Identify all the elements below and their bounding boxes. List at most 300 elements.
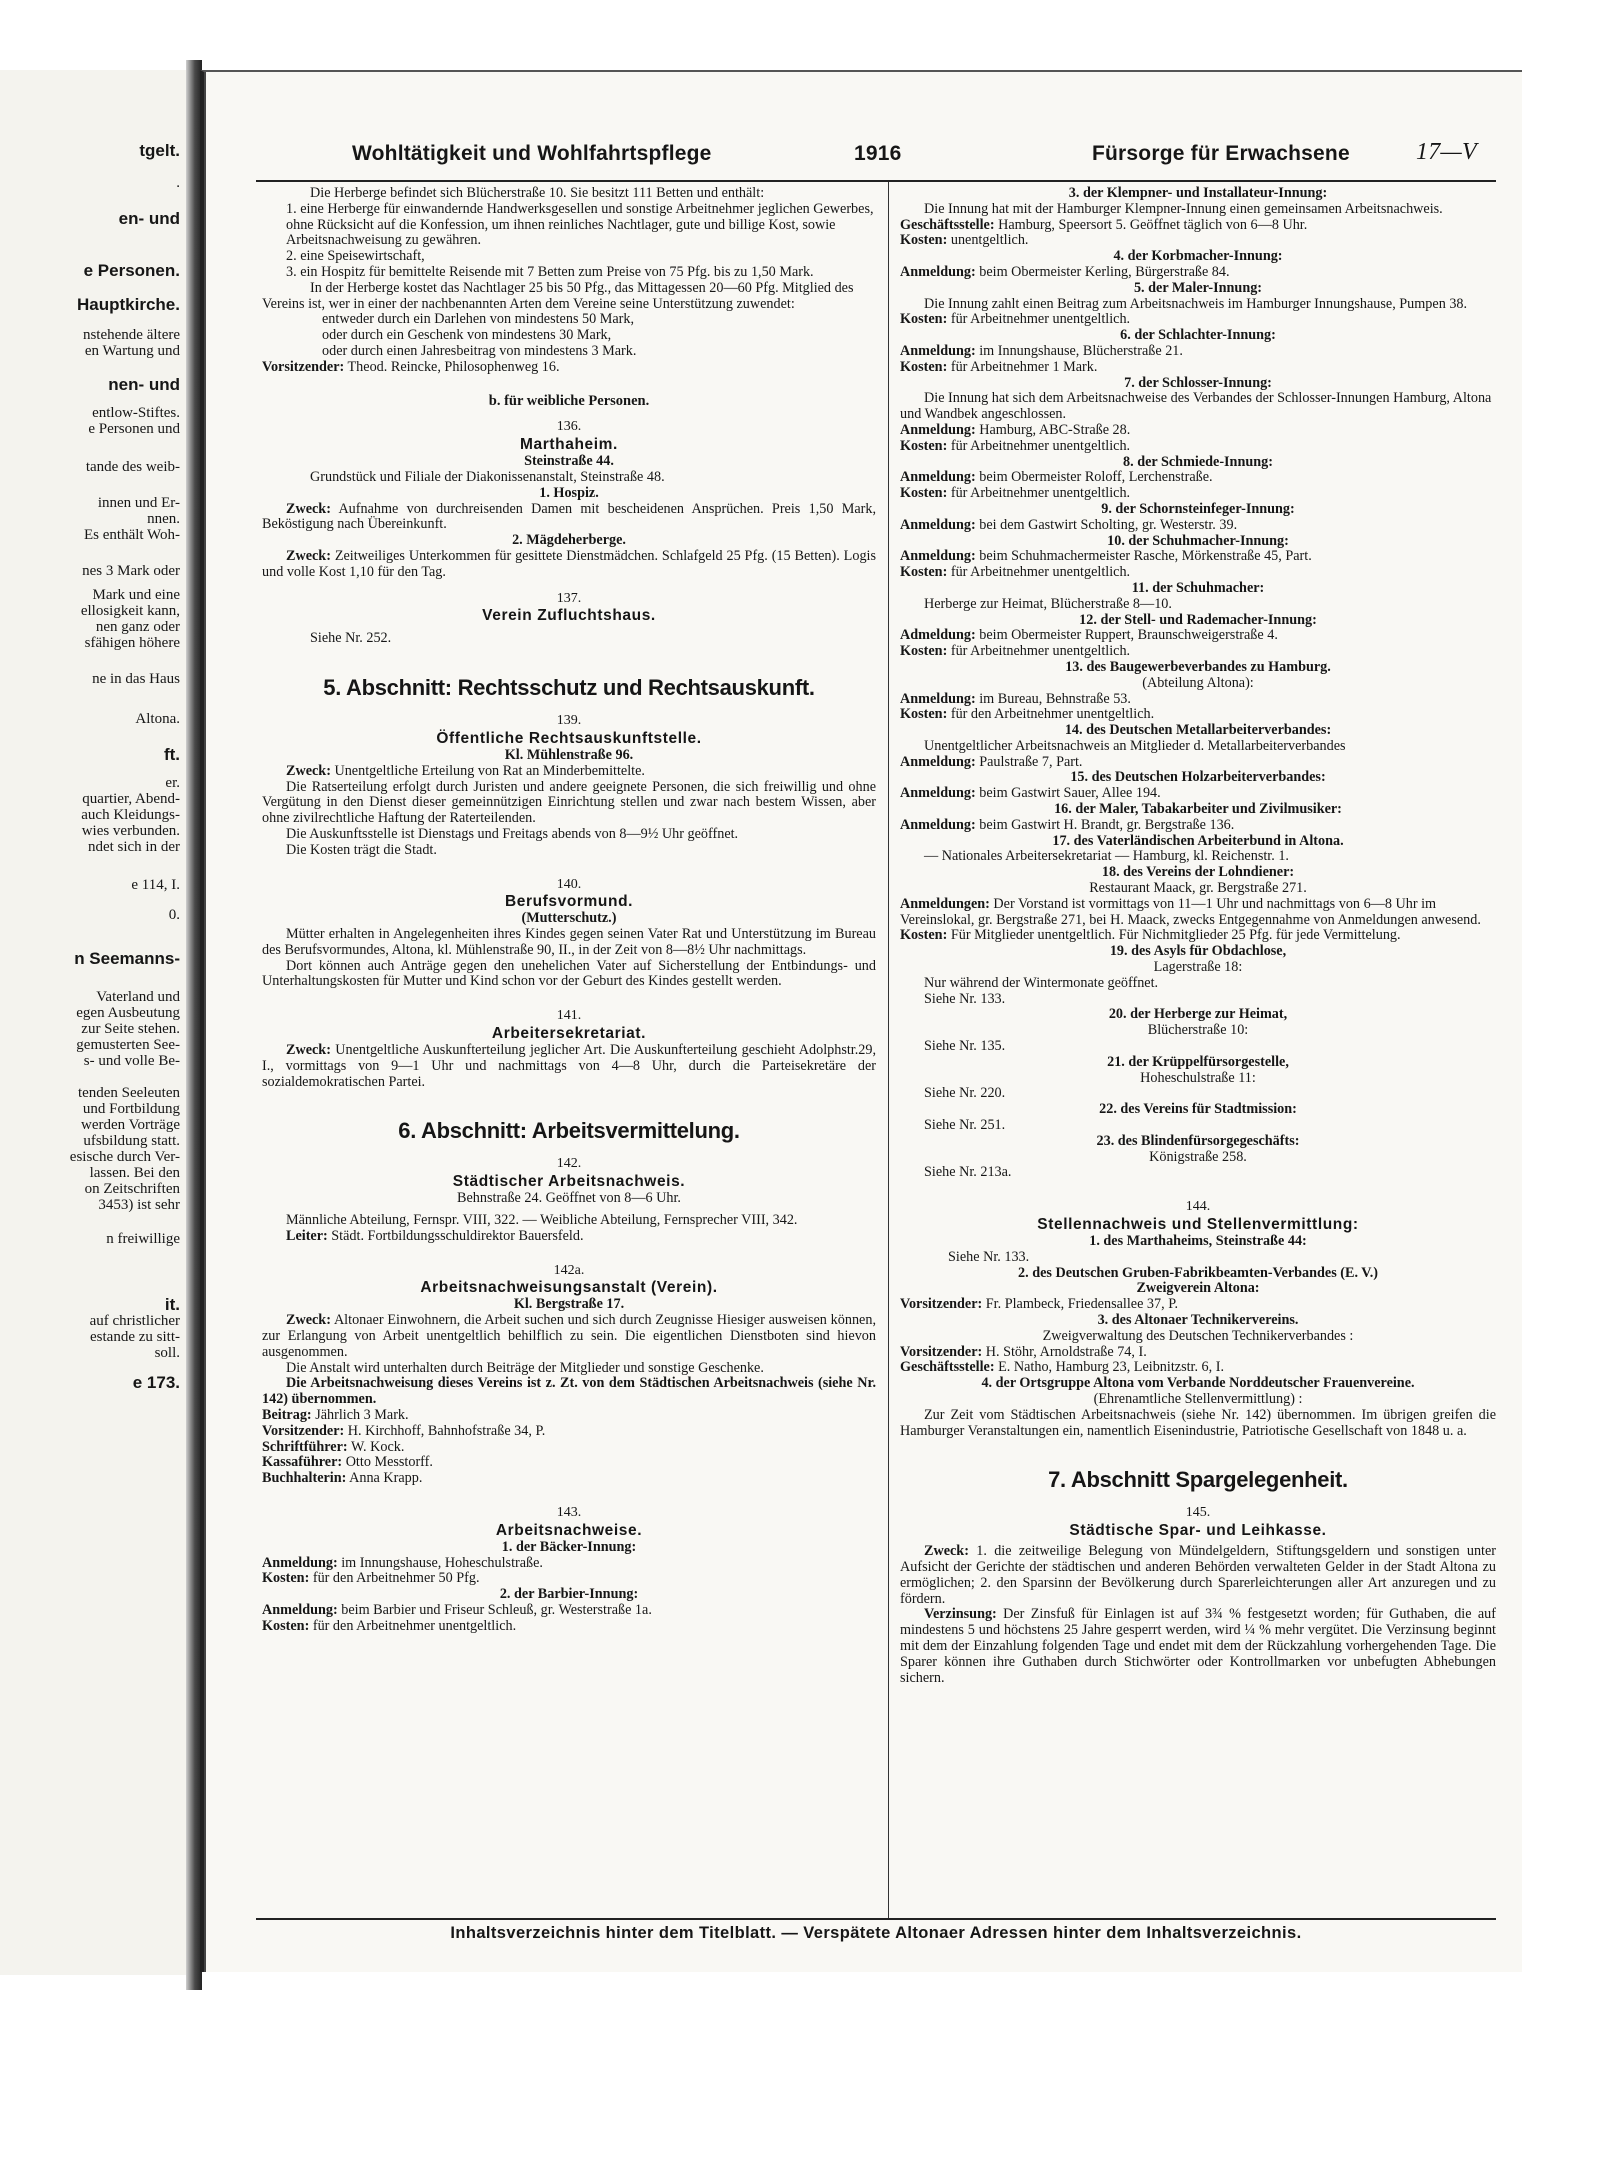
- entry-136-zweck1-text: Aufnahme von durchreisenden Damen mit bescheidenen Ansprüchen. Preis 1,50 Mark, Beköstigung nach Übereinkunft.: [262, 500, 876, 533]
- arbeitsnachweis-subheading: Blücherstraße 10:: [1147, 1022, 1249, 1039]
- arbeitsnachweis-line: [900, 1118, 1496, 1134]
- entry-142-number: 142.: [556, 1156, 582, 1172]
- line-value: bei dem Gastwirt Scholting, gr. Westerstr. 39.: [979, 516, 1238, 533]
- arbeitsnachweis-line: [900, 897, 1496, 929]
- header-year: 1916: [854, 142, 902, 165]
- vorsitzender-value: Theod. Reincke, Philosophenweg 16.: [347, 358, 560, 375]
- previous-page-fragment: wies verbunden.: [81, 823, 180, 839]
- zweck-label: Zweck:: [286, 762, 331, 779]
- line-value: Siehe Nr. 133.: [924, 990, 1006, 1007]
- entry-142a-field: [262, 1408, 876, 1424]
- line-label: Admeldung:: [900, 627, 976, 644]
- entry-142a-field: [262, 1471, 876, 1487]
- arbeitsnachweis-heading: 7. der Schlosser-Innung:: [1124, 374, 1272, 391]
- right-column: [900, 186, 1496, 1686]
- line-label: Anmeldung:: [900, 548, 976, 565]
- arbeitsnachweis-line: [900, 707, 1496, 723]
- previous-page-fragment: Mark und eine: [92, 587, 180, 603]
- entry-142a-zweck: [262, 1313, 876, 1360]
- entry-144-s3-sub: Zweigverwaltung des Deutschen Technikerverbandes :: [1042, 1327, 1354, 1344]
- entry-145-zweck-text: 1. die zeitweilige Belegung von Mündelgeldern, Stiftungsgeldern und sonstigen unter Aufsicht der Gerichte der städtischen und anderen Behörden verwalteten Gelder in der Stadt Altona zu ermöglichen; 2. den Sparsinn der Bevölkerung durch Sparerleichterungen aller Art anzuregen und zu fördern.: [900, 1543, 1497, 1607]
- herberge-prices: In der Herberge kostet das Nachtlager 25 bis 50 Pfg., das Mittagessen 20—60 Pfg. Mitglied des Vereins ist, wer in einer der nachbenannten Arten dem Vereine seine Unterstützung zuwendet:: [262, 279, 854, 312]
- arbeitsnachweis-heading: 14. des Deutschen Metallarbeiterverbandes:: [1064, 722, 1332, 739]
- previous-page-fragment: tgelt.: [139, 142, 180, 160]
- entry-136-number: 136.: [556, 419, 582, 435]
- field-value: Anna Krapp.: [349, 1470, 423, 1487]
- entry-143-title: Arbeitsnachweise.: [495, 1521, 643, 1539]
- line-label: Geschäftsstelle:: [900, 216, 995, 233]
- previous-page-fragment: entlow-Stiftes.: [92, 405, 180, 421]
- line-value: beim Gastwirt H. Brandt, gr. Bergstraße 136.: [979, 816, 1235, 833]
- entry-142-leiter: [262, 1229, 876, 1245]
- entry-141-title: Arbeitersekretariat.: [491, 1025, 647, 1043]
- entry-145-verzinsung: [900, 1607, 1496, 1686]
- vorsitzender-label: Vorsitzender:: [262, 358, 345, 375]
- arbeitsnachweis-subheading: Restaurant Maack, gr. Bergstraße 271.: [1089, 880, 1307, 897]
- line-label: Kosten:: [900, 311, 948, 328]
- zweck-label: Zweck:: [286, 1042, 331, 1059]
- entry-142a-p2: Die Arbeitsnachweisung dieses Vereins ist z. Zt. von dem Städtischen Arbeitsnachweis (siehe Nr. 142) übernommen.: [262, 1375, 876, 1408]
- entry-136-description: Grundstück und Filiale der Diakonissenanstalt, Steinstraße 48.: [310, 468, 665, 485]
- previous-page-fragment: und Fortbildung: [82, 1101, 180, 1117]
- field-label: Vorsitzender:: [262, 1422, 345, 1439]
- line-value: für Arbeitnehmer unentgeltlich.: [950, 564, 1131, 581]
- running-header: [352, 139, 1512, 182]
- field-label: Kassaführer:: [262, 1454, 343, 1471]
- entry-144-s2-sub: Zweigverein Altona:: [1136, 1280, 1260, 1297]
- entry-142a-fields: [262, 1408, 876, 1487]
- arbeitsnachweis-line: [900, 1039, 1496, 1055]
- arbeitsnachweis-line: [900, 297, 1496, 313]
- entry-142-address: Behnstraße 24. Geöffnet von 8—6 Uhr.: [457, 1190, 681, 1207]
- entry-136-address: Steinstraße 44.: [524, 453, 614, 470]
- entry-144-s4-title: 4. der Ortsgruppe Altona vom Verbande Norddeutscher Frauenvereine.: [981, 1375, 1415, 1392]
- previous-page-fragment: estande zu sitt-: [90, 1329, 180, 1345]
- line-value: im Innungshause, Blücherstraße 21.: [979, 342, 1183, 359]
- line-value: beim Obermeister Roloff, Lerchenstraße.: [979, 469, 1213, 486]
- entry-137-title: Verein Zufluchtshaus.: [482, 607, 656, 625]
- line-value: unentgeltlich.: [950, 232, 1029, 249]
- arbeitsnachweis-line: [900, 739, 1496, 755]
- previous-page-fragment: en Wartung und: [84, 343, 180, 359]
- arbeitsnachweis-line: [900, 786, 1496, 802]
- section-5-title: 5. Abschnitt: Rechtsschutz und Rechtsauskunft.: [323, 675, 815, 701]
- herberge-item: 3. ein Hospitz für bemittelte Reisende mit 7 Betten zum Preise von 75 Pfg. bis zu 1,50 Mark.: [286, 263, 814, 280]
- entry-142a-address: Kl. Bergstraße 17.: [513, 1296, 625, 1313]
- arbeitsnachweis-heading: 20. der Herberge zur Heimat,: [1108, 1006, 1288, 1023]
- entry-136-zweck2: [262, 549, 876, 581]
- anmeldung-label: Anmeldung:: [262, 1554, 338, 1571]
- previous-page-fragment: ft.: [163, 746, 180, 764]
- line-value: Der Vorstand ist vormittags von 11—1 Uhr und nachmittags von 6—8 Uhr im Vereinslokal, gr. Bergstraße 271, bei H. Maack, zwecks Entgegennahme von Anmeldungen anwesend.: [900, 895, 1481, 928]
- zweck-label: Zweck:: [286, 500, 331, 517]
- arbeitsnachweis-subheading: (Abteilung Altona):: [1142, 674, 1254, 691]
- previous-page-fragment: quartier, Abend-: [82, 791, 180, 807]
- entry-136-maegdeherberge: 2. Mägdeherberge.: [512, 532, 626, 549]
- arbeitsnachweis-line: [900, 755, 1496, 771]
- zweck-label: Zweck:: [286, 1312, 331, 1329]
- line-value: Nur während der Wintermonate geöffnet.: [924, 974, 1159, 991]
- zweck-label: Zweck:: [924, 1543, 969, 1560]
- entry-139-zweck-text: Unentgeltliche Erteilung von Rat an Minderbemittelte.: [334, 762, 645, 779]
- entry-140-number: 140.: [556, 876, 582, 892]
- left-column: [262, 186, 876, 1635]
- entry-136-hospiz: 1. Hospiz.: [539, 484, 599, 501]
- arbeitsnachweis-heading: 5. der Maler-Innung:: [1133, 279, 1263, 296]
- line-label: Kosten:: [900, 358, 948, 375]
- herberge-items: [262, 202, 876, 281]
- previous-page-fragment: lassen. Bei den: [89, 1165, 180, 1181]
- entry-145-zweck: [900, 1544, 1496, 1607]
- entry-139-p1: Die Ratserteilung erfolgt durch Juristen und andere geeignete Personen, die sich freiwillig und ohne Vergütung in den Dienst dieser gemeinnützigen Einrichtung stellen und zwar nach bestem Wissen, aber ohne zivilrechtliche Haftung der Raterteilenden.: [262, 778, 876, 827]
- line-label: Kosten:: [900, 485, 948, 502]
- line-label: Anmeldung:: [900, 421, 976, 438]
- line-value: für Arbeitnehmer 1 Mark.: [950, 358, 1098, 375]
- previous-page-fragment: e 173.: [132, 1374, 180, 1392]
- entry-144-title: Stellennachweis und Stellenvermittlung:: [1037, 1216, 1359, 1233]
- herberge-ways: [262, 312, 876, 359]
- arbeitsnachweis-heading: 3. der Klempner- und Installateur-Innung:: [1068, 185, 1328, 201]
- line-label: Anmeldungen:: [900, 895, 990, 912]
- line-label: Kosten:: [900, 564, 948, 581]
- line-value: Herberge zur Heimat, Blücherstraße 8—10.: [924, 595, 1172, 612]
- arbeitsnachweis-heading: 19. des Asyls für Obdachlose,: [1109, 943, 1287, 960]
- arbeitsnachweis-line: [900, 265, 1496, 281]
- entry-143-s1-kosten: [262, 1571, 876, 1587]
- arbeitsnachweis-line: [900, 976, 1496, 992]
- previous-page-fragment: .: [176, 175, 180, 191]
- previous-page-fragment: it.: [164, 1296, 180, 1314]
- entry-142a-field: [262, 1455, 876, 1471]
- column-separator: [888, 182, 889, 1918]
- entry-144-s1-text: Siehe Nr. 133.: [948, 1248, 1030, 1265]
- line-value: Siehe Nr. 135.: [924, 1038, 1006, 1055]
- entry-144-s3-vorsitzender-text: H. Stöhr, Arnoldstraße 74, I.: [985, 1343, 1147, 1360]
- subsection-b-title: b. für weibliche Personen.: [488, 392, 650, 409]
- entry-143-s1-anmeldung: [262, 1556, 876, 1572]
- previous-page-fragment: n freiwillige: [106, 1231, 180, 1247]
- line-value: für Arbeitnehmer unentgeltlich.: [950, 437, 1131, 454]
- entry-143-s2-anmeldung-text: beim Barbier und Friseur Schleuß, gr. Westerstraße 1a.: [341, 1602, 652, 1618]
- zweck-label: Zweck:: [286, 547, 331, 564]
- arbeitsnachweis-line: [900, 928, 1496, 944]
- line-label: Anmeldung:: [900, 785, 976, 802]
- entry-136-zweck2-text: Zeitweiliges Unterkommen für gesittete Dienstmädchen. Schlafgeld 25 Pfg. (15 Betten). Logis und volle Kost 1,10 für den Tag.: [262, 547, 877, 580]
- entry-142-leiter-text: Städt. Fortbildungsschuldirektor Bauersfeld.: [331, 1227, 584, 1244]
- entry-143-number: 143.: [556, 1505, 582, 1521]
- previous-page-fragment: Altona.: [135, 711, 180, 727]
- herberge-way: oder durch ein Geschenk von mindestens 30 Mark,: [322, 327, 612, 344]
- footer-rule: [256, 1918, 1496, 1920]
- arbeitsnachweis-line: [900, 233, 1496, 249]
- entry-143-s1-kosten-text: für den Arbeitnehmer 50 Pfg.: [312, 1570, 480, 1587]
- arbeitsnachweis-line: [900, 202, 1496, 218]
- entry-144-number: 144.: [1185, 1199, 1211, 1215]
- entry-143-s2-title: 2. der Barbier-Innung:: [499, 1586, 639, 1603]
- page-number: 17—V: [1416, 139, 1477, 165]
- line-label: Anmeldung:: [900, 753, 976, 770]
- line-label: Anmeldung:: [900, 469, 976, 486]
- previous-page-fragment: nnen.: [147, 511, 180, 527]
- previous-page-fragment: tande des weib-: [85, 459, 180, 475]
- previous-page-fragment: nen- und: [108, 376, 180, 394]
- arbeitsnachweis-line: [900, 1165, 1496, 1181]
- line-value: für Arbeitnehmer unentgeltlich.: [950, 643, 1131, 660]
- vorsitzender-label: Vorsitzender:: [900, 1296, 983, 1313]
- line-value: beim Schuhmachermeister Rasche, Mörkenstraße 45, Part.: [979, 548, 1312, 565]
- previous-page-fragment: gemusterten See-: [76, 1037, 180, 1053]
- arbeitsnachweis-heading: 23. des Blindenfürsorgegeschäfts:: [1096, 1132, 1300, 1149]
- arbeitsnachweis-line: [900, 628, 1496, 644]
- line-value: Paulstraße 7, Part.: [979, 753, 1083, 770]
- vorsitzender-label: Vorsitzender:: [900, 1343, 983, 1360]
- entry-144-s3-vorsitzender: [900, 1345, 1496, 1361]
- line-value: Hamburg, ABC-Straße 28.: [979, 421, 1131, 438]
- entry-139-p3: Die Kosten trägt die Stadt.: [286, 841, 437, 858]
- field-label: Beitrag:: [262, 1407, 312, 1424]
- verzinsung-label: Verzinsung:: [924, 1606, 997, 1623]
- entry-142a-title: Arbeitsnachweisungsanstalt (Verein).: [420, 1279, 718, 1297]
- previous-page-fragment: ndet sich in der: [87, 839, 180, 855]
- entry-145-number: 145.: [1185, 1505, 1211, 1521]
- field-value: W. Kock.: [350, 1438, 405, 1455]
- previous-page-fragment: 0.: [168, 907, 180, 923]
- entry-140-p2: Dort können auch Anträge gegen den unehelichen Vater auf Sicherstellung der Entbindungs- und Unterhaltungskosten für Mutter und Kind schon vor der Geburt des Kindes gestellt werden.: [262, 957, 876, 990]
- line-label: Kosten:: [900, 437, 948, 454]
- arbeitsnachweis-heading: 18. des Vereins der Lohndiener:: [1101, 864, 1295, 881]
- arbeitsnachweis-line: [900, 312, 1496, 328]
- previous-page-fragment: innen und Er-: [97, 495, 180, 511]
- arbeitsnachweis-line: [900, 597, 1496, 613]
- arbeitsnachweis-line: [900, 391, 1496, 423]
- kosten-label: Kosten:: [262, 1570, 310, 1587]
- header-rule: [256, 180, 1496, 182]
- previous-page-fragment: esische durch Ver-: [69, 1149, 180, 1165]
- entry-139-title: Öffentliche Rechtsauskunftstelle.: [436, 729, 702, 747]
- field-value: Otto Messtorff.: [345, 1454, 433, 1471]
- arbeitsnachweis-line: [900, 518, 1496, 534]
- line-value: beim Obermeister Ruppert, Braunschweigerstraße 4.: [979, 627, 1278, 644]
- geschaeftsstelle-label: Geschäftsstelle:: [900, 1359, 995, 1376]
- entry-144-s4-text: Zur Zeit vom Städtischen Arbeitsnachweis (siehe Nr. 142) übernommen. Im übrigen greifen die Hamburger Veranstaltungen ein, namentlich Eisenindustrie, Patriotische Gesellschaft von 1848 u. a.: [900, 1406, 1496, 1439]
- arbeitsnachweis-heading: 12. der Stell- und Rademacher-Innung:: [1079, 611, 1317, 628]
- arbeitsnachweis-line: [900, 644, 1496, 660]
- arbeitsnachweis-line: [900, 344, 1496, 360]
- arbeitsnachweis-heading: 22. des Vereins für Stadtmission:: [1099, 1101, 1297, 1118]
- arbeitsnachweis-subheading: Hoheschulstraße 11:: [1140, 1069, 1256, 1086]
- header-left-title: Wohltätigkeit und Wohlfahrtspflege: [352, 142, 712, 165]
- line-value: beim Gastwirt Sauer, Allee 194.: [979, 785, 1161, 802]
- entry-136-zweck1: [262, 502, 876, 534]
- entry-143-s2-kosten-text: für den Arbeitnehmer unentgeltlich.: [312, 1617, 517, 1634]
- previous-page-fragment: nes 3 Mark oder: [82, 563, 180, 579]
- entry-137-number: 137.: [556, 590, 582, 606]
- line-value: Die Innung zahlt einen Beitrag zum Arbeitsnachweis im Hamburger Innungshause, Pumpen 38.: [924, 295, 1468, 312]
- previous-page-fragment: nstehende ältere: [82, 327, 180, 343]
- field-value: Jährlich 3 Mark.: [315, 1407, 409, 1424]
- arbeitsnachweis-heading: 11. der Schuhmacher:: [1131, 579, 1265, 596]
- arbeitsnachweis-line: [900, 992, 1496, 1008]
- arbeitsnachweis-line: [900, 439, 1496, 455]
- arbeitsnachweis-line: [900, 818, 1496, 834]
- entry-144-s4-sub: (Ehrenamtliche Stellenvermittlung) :: [1093, 1390, 1303, 1407]
- herberge-item: 2. eine Speisewirtschaft,: [286, 248, 425, 265]
- entry-141-zweck: [262, 1043, 876, 1090]
- entry-141-zweck-text: Unentgeltliche Auskunfterteilung jeglicher Art. Die Auskunfterteilung geschieht Adolphstr.29, I., vormittags von 9—1 Uhr und nachmittags von 4—8 Uhr, durch die Parteisekretäre der sozialdemokratischen Partei.: [262, 1042, 877, 1090]
- previous-page-fragment: tenden Seeleuten: [77, 1085, 180, 1101]
- previous-page-fragment: e Personen.: [83, 262, 180, 280]
- line-label: Anmeldung:: [900, 516, 976, 533]
- previous-page-fragment: auf christlicher: [89, 1313, 180, 1329]
- entry-140-p1: Mütter erhalten in Angelegenheiten ihres Kindes gegen seinen Vater Rat und Unterstützung im Bureau des Berufsvormundes, Altona, kl. Mühlenstraße 90, II., in der Zeit von 8—8½ Uhr nachmittags.: [262, 926, 876, 958]
- previous-page-fragment: soll.: [154, 1345, 180, 1361]
- previous-page-fragment: Es enthält Woh-: [84, 527, 180, 543]
- field-label: Schriftführer:: [262, 1438, 348, 1455]
- entry-144-s3-geschaeftsstelle-text: E. Natho, Hamburg 23, Leibnitzstr. 6, I.: [998, 1359, 1225, 1376]
- previous-page-fragment: Hauptkirche.: [77, 296, 180, 314]
- arbeitsnachweis-heading: 10. der Schuhmacher-Innung:: [1107, 532, 1289, 549]
- entry-139-p2: Die Auskunftsstelle ist Dienstags und Freitags abends von 8—9½ Uhr geöffnet.: [286, 825, 739, 842]
- entry-141-number: 141.: [556, 1008, 582, 1024]
- anmeldung-label: Anmeldung:: [262, 1602, 338, 1618]
- herberge-way: entweder durch ein Darlehen von mindestens 50 Mark,: [322, 311, 635, 328]
- entry-143-s1-anmeldung-text: im Innungshause, Hoheschulstraße.: [341, 1554, 543, 1571]
- line-label: Kosten:: [900, 643, 948, 660]
- section-7-title: 7. Abschnitt Spargelegenheit.: [1048, 1467, 1348, 1493]
- arbeitsnachweis-line: [900, 218, 1496, 234]
- entry-143-s2-anmeldung: [262, 1603, 876, 1619]
- entry-142-title: Städtischer Arbeitsnachweis.: [452, 1173, 686, 1191]
- arbeitsnachweis-line: [900, 360, 1496, 376]
- line-label: Kosten:: [900, 706, 948, 723]
- arbeitsnachweis-heading: 16. der Maler, Tabakarbeiter und Zivilmusiker:: [1054, 801, 1342, 818]
- arbeitsnachweis-heading: 13. des Baugewerbeverbandes zu Hamburg.: [1065, 658, 1331, 675]
- previous-page-fragment: er.: [165, 775, 180, 791]
- arbeitsnachweis-line: [900, 1086, 1496, 1102]
- arbeitsnachweis-heading: 8. der Schmiede-Innung:: [1123, 453, 1273, 470]
- line-value: für den Arbeitnehmer unentgeltlich.: [950, 706, 1155, 723]
- entry-137-text: Siehe Nr. 252.: [310, 630, 392, 647]
- arbeitsnachweis-heading: 15. des Deutschen Holzarbeiterverbandes:: [1070, 769, 1326, 786]
- entry-140-subtitle: (Mutterschutz.): [521, 910, 617, 927]
- previous-page-fragment: on Zeitschriften: [84, 1181, 180, 1197]
- leiter-label: Leiter:: [286, 1227, 328, 1244]
- line-value: Hamburg, Speersort 5. Geöffnet täglich von 6—8 Uhr.: [998, 216, 1308, 233]
- previous-page-fragment: s- und volle Be-: [83, 1053, 180, 1069]
- field-label: Buchhalterin:: [262, 1470, 347, 1487]
- line-value: für Arbeitnehmer unentgeltlich.: [950, 485, 1131, 502]
- arbeitsnachweis-line: [900, 549, 1496, 565]
- arbeitsnachweis-line: [900, 692, 1496, 708]
- line-label: Kosten:: [900, 232, 948, 249]
- entry-144-s2-title: 2. des Deutschen Gruben-Fabrikbeamten-Verbandes (E. V.): [1018, 1264, 1378, 1281]
- previous-page-strip: [0, 70, 188, 1975]
- entry-142a-number: 142a.: [553, 1262, 585, 1278]
- arbeitsnachweis-line: [900, 849, 1496, 865]
- line-value: Siehe Nr. 220.: [924, 1085, 1006, 1102]
- entry-143-s2-kosten: [262, 1619, 876, 1635]
- arbeitsnachweis-heading: 6. der Schlachter-Innung:: [1120, 327, 1276, 344]
- entry-142a-zweck-text: Altonaer Einwohnern, die Arbeit suchen und sich durch Zeugnisse Hiesiger ausweisen können, zur Erlangung von Arbeit unentgeltlich behilflich zu sein. Die eigentlichen Dienstboten sind hievon ausgenommen.: [262, 1312, 876, 1360]
- entry-142-p1: Männliche Abteilung, Fernspr. VIII, 322. — Weibliche Abteilung, Fernsprecher VIII, 342.: [286, 1212, 798, 1229]
- entry-143-s1-title: 1. der Bäcker-Innung:: [501, 1538, 637, 1555]
- previous-page-fragment: 3453) ist sehr: [98, 1197, 180, 1213]
- header-right-title: Fürsorge für Erwachsene: [1092, 142, 1350, 165]
- arbeitsnachweis-heading: 17. des Vaterländischen Arbeiterbund in Altona.: [1052, 832, 1344, 849]
- entry-140-title: Berufsvormund.: [504, 893, 634, 911]
- entry-139-zweck: [262, 764, 876, 780]
- entry-144-s2-vorsitzender: [900, 1297, 1496, 1313]
- entry-139-number: 139.: [556, 713, 582, 729]
- arbeitsnachweise-list: [900, 186, 1496, 1181]
- line-label: Anmeldung:: [900, 342, 976, 359]
- arbeitsnachweis-line: [900, 470, 1496, 486]
- arbeitsnachweis-line: [900, 565, 1496, 581]
- herberge-item: 1. eine Herberge für einwandernde Handwerksgesellen und sonstige Arbeitnehmer jeglichen Gewerbes, ohne Rücksicht auf die Konfession, um ihnen reinliches Nachtlager, gute und billige Kost, sowie Arbeitsnachweisung zu gewähren.: [286, 200, 874, 249]
- entry-139-address: Kl. Mühlenstraße 96.: [504, 746, 634, 763]
- vorsitzender-line: [262, 360, 876, 376]
- entry-144-s3-title: 3. des Altonaer Technikervereins.: [1097, 1311, 1299, 1328]
- line-value: im Bureau, Behnstraße 53.: [979, 690, 1131, 707]
- entry-144-s1-title: 1. des Marthaheims, Steinstraße 44:: [1089, 1233, 1307, 1249]
- previous-page-fragment: nen ganz oder: [95, 619, 180, 635]
- entry-145-title: Städtische Spar- und Leihkasse.: [1069, 1522, 1327, 1540]
- entry-144-s3-geschaeftsstelle: [900, 1360, 1496, 1376]
- line-label: Anmeldung:: [900, 263, 976, 280]
- section-6-title: 6. Abschnitt: Arbeitsvermittelung.: [398, 1118, 740, 1144]
- arbeitsnachweis-subheading: Königstraße 258.: [1149, 1148, 1247, 1165]
- line-value: Unentgeltlicher Arbeitsnachweis an Mitglieder d. Metallarbeiterverbandes: [924, 737, 1346, 754]
- previous-page-fragment: ne in das Haus: [92, 671, 180, 687]
- kosten-label: Kosten:: [262, 1617, 310, 1634]
- line-value: — Nationales Arbeitersekretariat — Hamburg, kl. Reichenstr. 1.: [924, 848, 1289, 865]
- entry-136-title: Marthaheim.: [520, 436, 618, 454]
- arbeitsnachweis-heading: 21. der Krüppelfürsorgestelle,: [1107, 1053, 1289, 1070]
- arbeitsnachweis-subheading: Lagerstraße 18:: [1153, 959, 1243, 976]
- previous-page-fragment: ellosigkeit kann,: [80, 603, 180, 619]
- herberge-way: oder durch einen Jahresbeitrag von mindestens 3 Mark.: [322, 342, 637, 359]
- previous-page-fragment: n Seemanns-: [74, 950, 180, 968]
- entry-145-verzinsung-text: Der Zinsfuß für Einlagen ist auf 3¾ % festgesetzt worden; für Guthaben, die auf mindestens 5 und höchstens 25 Jahre gesperrt werden, wird ¼ % mehr vergütet. Die Verzinsung beginnt mit dem der Einzahlung folgenden Tage und endet mit dem der Rückzahlung vorhergehenden Tage. Die Sparer können ihre Guthaben durch Stichwörter oder Kontrollmarken vor unbefugten Abhebungen sichern.: [900, 1606, 1496, 1686]
- line-value: Siehe Nr. 251.: [924, 1117, 1006, 1134]
- entry-142a-p1: Die Anstalt wird unterhalten durch Beiträge der Mitglieder und sonstige Geschenke.: [286, 1359, 764, 1376]
- previous-page-fragment: Vaterland und: [96, 989, 180, 1005]
- arbeitsnachweis-heading: 9. der Schornsteinfeger-Innung:: [1101, 500, 1295, 517]
- footer-note: Inhaltsverzeichnis hinter dem Titelblatt. — Verspätete Altonaer Adressen hinter dem Inhaltsverzeichnis.: [450, 1924, 1302, 1942]
- previous-page-fragment: e 114, I.: [131, 877, 180, 893]
- herberge-intro: Die Herberge befindet sich Blücherstraße 10. Sie besitzt 111 Betten und enthält:: [310, 185, 765, 201]
- line-value: für Arbeitnehmer unentgeltlich.: [950, 311, 1131, 328]
- field-value: H. Kirchhoff, Bahnhofstraße 34, P.: [347, 1422, 546, 1439]
- previous-page-fragment: ufsbildung statt.: [83, 1133, 180, 1149]
- arbeitsnachweis-line: [900, 486, 1496, 502]
- entry-142a-field: [262, 1424, 876, 1440]
- line-value: Die Innung hat mit der Hamburger Klempner-Innung einen gemeinsamen Arbeitsnachweis.: [924, 200, 1443, 217]
- line-label: Anmeldung:: [900, 816, 976, 833]
- line-label: Anmeldung:: [900, 690, 976, 707]
- previous-page-fragment: zur Seite stehen.: [81, 1021, 180, 1037]
- entry-142a-field: [262, 1440, 876, 1456]
- previous-page-fragment: werden Vorträge: [81, 1117, 180, 1133]
- line-value: beim Obermeister Kerling, Bürgerstraße 84.: [979, 263, 1230, 280]
- line-value: Siehe Nr. 213a.: [924, 1164, 1012, 1181]
- previous-page-fragment: e Personen und: [88, 421, 180, 437]
- previous-page-fragment: egen Ausbeutung: [76, 1005, 180, 1021]
- previous-page-fragment: en- und: [118, 210, 180, 228]
- previous-page-fragment: sfähigen höhere: [84, 635, 180, 651]
- previous-page-fragment: auch Kleidungs-: [81, 807, 180, 823]
- arbeitsnachweis-heading: 4. der Korbmacher-Innung:: [1113, 248, 1283, 265]
